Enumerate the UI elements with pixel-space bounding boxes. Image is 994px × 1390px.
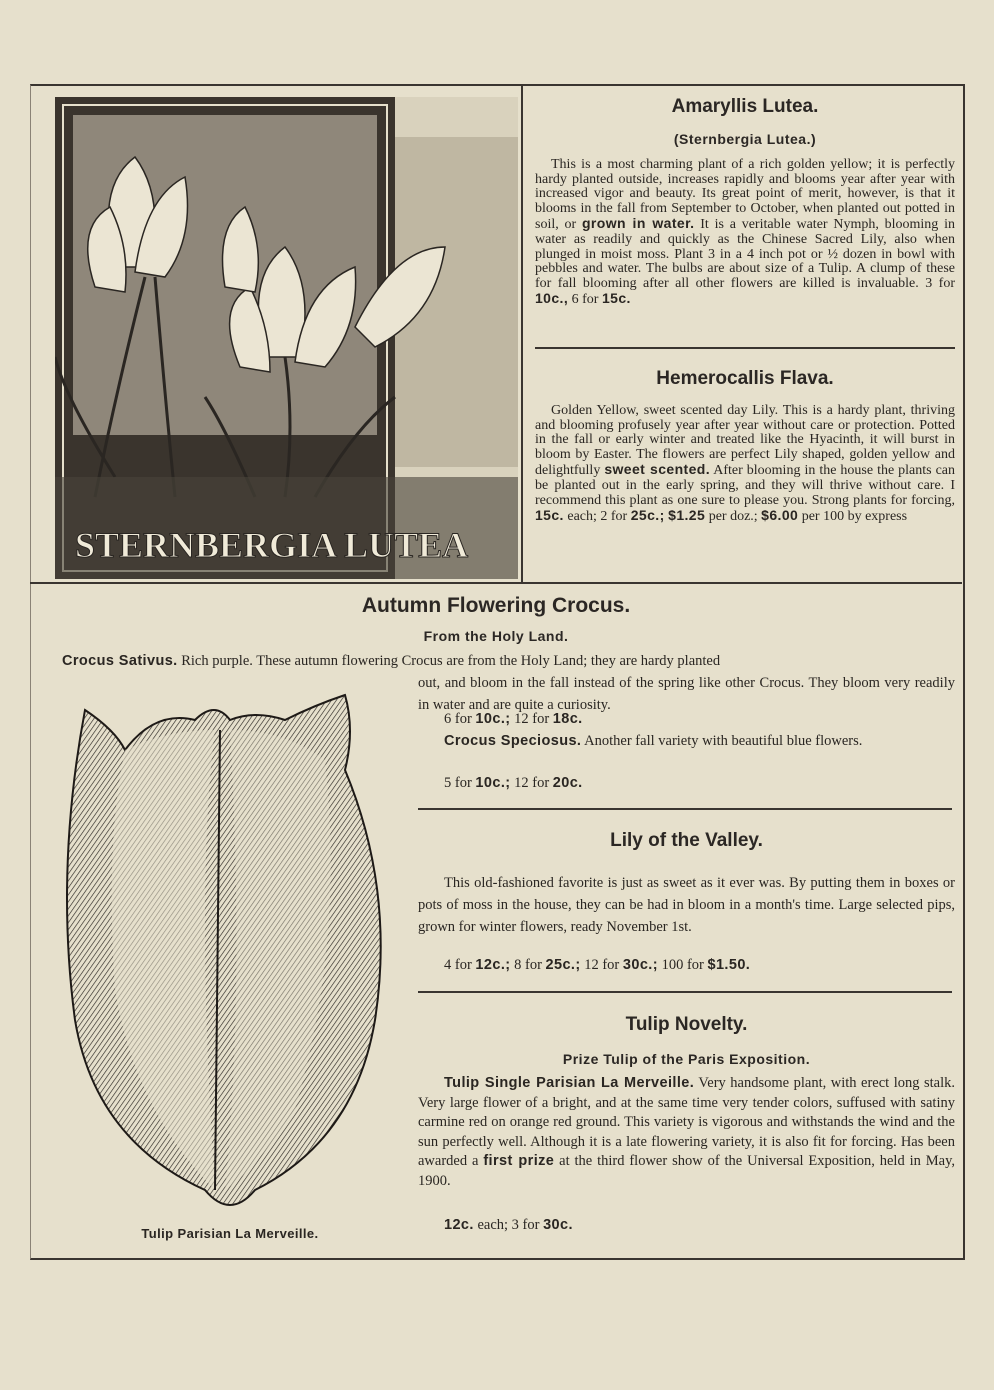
bold-text: 12c.;: [475, 957, 511, 973]
tulip-description: [418, 1074, 955, 1191]
tulip-caption: Tulip Parisian La Merveille.: [141, 1226, 319, 1241]
text: 4 for: [444, 957, 476, 973]
bold-text: Crocus Sativus.: [62, 653, 178, 669]
text: per doz.;: [705, 509, 762, 525]
text: 12 for: [580, 957, 623, 973]
bold-text: 15c.: [601, 290, 631, 307]
amaryllis-title: Amaryllis Lutea.: [671, 96, 819, 117]
text: 5 for: [444, 775, 476, 791]
bold-text: $1.25: [668, 507, 706, 524]
text: 6 for: [568, 292, 602, 308]
text: After blooming in the house the plants can be planted out in the early spring, and they will thrive without care. I recommend this plant as one sure to please you. Strong plants for forcing,: [535, 463, 956, 508]
bold-text: sweet scented.: [604, 461, 711, 478]
text: 12 for: [510, 711, 553, 727]
text: Rich purple. These autumn flowering Crocus are from the Holy Land; they are hardy planted: [177, 653, 721, 669]
bold-text: 10c.;: [475, 711, 511, 727]
text: 12 for: [510, 775, 553, 791]
bold-text: 12c.: [444, 1217, 474, 1233]
bold-text: 30c.;: [622, 957, 658, 973]
text: 100 for: [657, 957, 708, 973]
amaryllis-description: [535, 158, 955, 308]
bold-text: 25c.;: [545, 957, 581, 973]
bold-text: Crocus Speciosus.: [444, 733, 582, 749]
sternbergia-illustration: [55, 97, 518, 579]
text: each; 3 for: [473, 1217, 544, 1233]
crocus-speciosus-price: [418, 772, 955, 794]
tulip-title: Tulip Novelty.: [625, 1014, 748, 1035]
text: per 100 by express: [798, 509, 908, 525]
hemerocallis-title: Hemerocallis Flava.: [656, 368, 834, 389]
text: out, and bloom in the fall instead of the spring like other Crocus. They bloom very readily in water and are quite a curiosity.: [418, 675, 955, 713]
crocus-title: Autumn Flowering Crocus.: [361, 594, 631, 617]
crocus-sativus-price: [418, 708, 955, 730]
text: each; 2 for: [563, 509, 631, 525]
text: This is a most charming plant of a rich golden yellow; it is perfectly hardy planted outside, increases rapidly and blooms year after year with increased vigor and beauty. Its great point of merit, however, is that it blooms in the fall from September to October, when planted out potted in soil, or: [535, 157, 955, 233]
text: 8 for: [510, 957, 546, 973]
crocus-speciosus: [418, 730, 955, 752]
text: at the third flower show of the Universal Exposition, held in May, 1900.: [418, 1153, 956, 1189]
bold-text: 10c.;: [475, 775, 511, 791]
bold-text: first prize: [483, 1153, 555, 1169]
text: Another fall variety with beautiful blue flowers.: [581, 733, 863, 749]
bold-text: 25c.;: [630, 507, 665, 524]
lily-price: [418, 954, 955, 976]
bold-text: Tulip Single Parisian La Merveille.: [444, 1075, 695, 1091]
lily-title: Lily of the Valley.: [610, 830, 763, 851]
text: 6 for: [444, 711, 476, 727]
bold-text: 15c.: [535, 507, 564, 524]
bold-text: $1.50.: [707, 957, 751, 973]
amaryllis-subtitle: (Sternbergia Lutea.): [673, 131, 817, 147]
illustration-lettering: STERNBERGIA LUTEA: [75, 525, 469, 565]
entry-divider: [418, 991, 952, 993]
text: This old-fashioned favorite is just as sweet as it ever was. By putting them in boxes or pots of moss in the house, they can be had in bloom in a month's time. Large selected pips, grown for winter flowers, ready November 1st.: [418, 875, 955, 935]
bold-text: $6.00: [761, 507, 799, 524]
text: It is a veritable water Nymph, blooming in water as readily and quickly as the Chinese Sacred Lily, also when plunged in moist moss. Plant 3 in a 4 inch pot or ½ dozen in bowl with pebbles and water. The bulbs are about size of a Tulip. A clump of these for fall blooming after all other flowers are killed is invaluable. 3 for: [535, 217, 955, 291]
bold-text: 18c.: [552, 711, 583, 727]
tulip-price: [418, 1214, 955, 1236]
column-divider: [521, 84, 523, 584]
bold-text: 20c.: [552, 775, 583, 791]
entry-divider: [535, 347, 955, 349]
section-divider: [30, 582, 962, 584]
crocus-sativus-first-line: [62, 650, 955, 672]
tulip-subtitle: Prize Tulip of the Paris Exposition.: [562, 1051, 811, 1067]
crocus-subtitle: From the Holy Land.: [423, 628, 569, 644]
bold-text: grown in water.: [581, 215, 695, 232]
bold-text: 30c.: [543, 1217, 573, 1233]
lily-description: [418, 872, 955, 938]
text: Very handsome plant, with erect long stalk. Very large flower of a bright, and at the same time very tender colors, suffused with satiny carmine red on orange red ground. This variety is vigorous and withstands the wind and the sun perfectly well. Although it is a late flowering variety, it is also fit for forcing. Has been awarded a: [418, 1075, 955, 1169]
entry-divider: [418, 808, 952, 810]
bold-text: 10c.,: [535, 290, 569, 307]
tulip-illustration: [55, 690, 405, 1225]
text: Golden Yellow, sweet scented day Lily. This is a hardy plant, thriving and blooming profusely year after year without care or protection. Potted in the fall or early winter and treated like the Hyacinth, it will burst in bloom by Easter. The flowers are perfect Lily shaped, golden yellow and delightfully: [535, 403, 955, 479]
hemerocallis-description: [535, 404, 955, 525]
